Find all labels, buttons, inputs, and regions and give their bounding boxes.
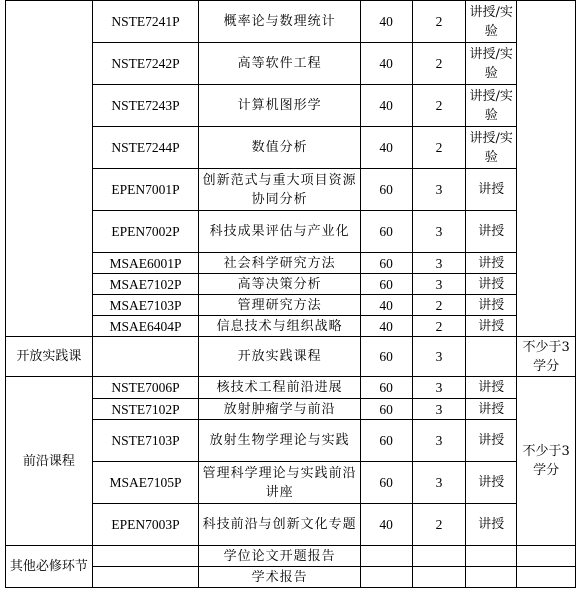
course-credits: 2 xyxy=(412,316,466,337)
course-credits: 2 xyxy=(412,127,466,169)
course-name: 核技术工程前沿进展 xyxy=(199,377,360,399)
course-code: NSTE7103P xyxy=(92,420,199,462)
table-row-practice xyxy=(6,337,576,377)
course-code: NSTE7102P xyxy=(92,399,199,420)
course-hours: 40 xyxy=(360,85,412,127)
course-name: 社会科学研究方法 xyxy=(199,253,360,274)
course-hours: 40 xyxy=(360,127,412,169)
empty-cell xyxy=(360,567,412,588)
course-method: 讲授 xyxy=(466,211,517,253)
course-name: 高等决策分析 xyxy=(199,274,360,295)
course-credits: 3 xyxy=(412,420,466,462)
category-practice: 开放实践课 xyxy=(6,337,93,377)
empty-cell xyxy=(360,546,412,567)
category-frontier: 前沿课程 xyxy=(6,377,93,546)
course-credits: 3 xyxy=(412,253,466,274)
course-name: 创新范式与重大项目资源协同分析 xyxy=(199,169,360,211)
course-code: MSAE7102P xyxy=(92,274,199,295)
course-credits: 2 xyxy=(412,85,466,127)
course-code: MSAE6404P xyxy=(92,316,199,337)
course-code: NSTE7243P xyxy=(92,85,199,127)
course-hours: 60 xyxy=(360,420,412,462)
course-name: 概率论与数理统计 xyxy=(199,1,360,43)
course-name: 信息技术与组织战略 xyxy=(199,316,360,337)
course-code-empty xyxy=(92,546,199,567)
course-code: EPEN7003P xyxy=(92,504,199,546)
course-method: 讲授/实验 xyxy=(466,1,517,43)
course-credits: 3 xyxy=(412,274,466,295)
course-hours: 40 xyxy=(360,316,412,337)
credit-requirement-note: 不少于3学分 xyxy=(517,337,576,377)
course-name: 放射生物学理论与实践 xyxy=(199,420,360,462)
course-credits: 2 xyxy=(412,43,466,85)
course-code: MSAE7103P xyxy=(92,295,199,316)
category-other: 其他必修环节 xyxy=(6,546,93,588)
course-method: 讲授 xyxy=(466,274,517,295)
course-method: 讲授 xyxy=(466,377,517,399)
course-name: 高等软件工程 xyxy=(199,43,360,85)
course-hours: 60 xyxy=(360,169,412,211)
course-name: 数值分析 xyxy=(199,127,360,169)
course-code: EPEN7002P xyxy=(92,211,199,253)
table-row-other xyxy=(6,546,576,567)
course-credits: 2 xyxy=(412,1,466,43)
course-hours: 60 xyxy=(360,462,412,504)
course-credits: 3 xyxy=(412,337,466,377)
empty-cell xyxy=(466,567,517,588)
course-code: NSTE7242P xyxy=(92,43,199,85)
course-credits: 2 xyxy=(412,295,466,316)
empty-cell xyxy=(466,546,517,567)
course-name: 管理科学理论与实践前沿讲座 xyxy=(199,462,360,504)
course-code: MSAE6001P xyxy=(92,253,199,274)
course-method: 讲授 xyxy=(466,316,517,337)
course-method: 讲授 xyxy=(466,420,517,462)
course-credits: 3 xyxy=(412,377,466,399)
course-method-empty xyxy=(466,337,517,377)
course-method: 讲授 xyxy=(466,253,517,274)
course-method: 讲授 xyxy=(466,399,517,420)
course-method: 讲授/实验 xyxy=(466,127,517,169)
course-hours: 60 xyxy=(360,211,412,253)
course-code: EPEN7001P xyxy=(92,169,199,211)
course-hours: 60 xyxy=(360,337,412,377)
required-item: 学术报告 xyxy=(199,567,360,588)
credit-requirement-note: 不少于3学分 xyxy=(517,377,576,546)
required-item: 学位论文开题报告 xyxy=(199,546,360,567)
course-credits: 3 xyxy=(412,169,466,211)
course-method: 讲授/实验 xyxy=(466,85,517,127)
course-hours: 60 xyxy=(360,399,412,420)
table-row xyxy=(6,1,576,43)
course-name: 计算机图形学 xyxy=(199,85,360,127)
course-credits: 3 xyxy=(412,399,466,420)
empty-cell xyxy=(412,546,466,567)
course-code-empty xyxy=(92,567,199,588)
course-name: 放射肿瘤学与前沿 xyxy=(199,399,360,420)
category-cell-empty xyxy=(6,1,93,337)
course-code: NSTE7241P xyxy=(92,1,199,43)
course-credits: 3 xyxy=(412,211,466,253)
course-name: 科技成果评估与产业化 xyxy=(199,211,360,253)
course-hours: 60 xyxy=(360,253,412,274)
course-method: 讲授 xyxy=(466,295,517,316)
course-method: 讲授 xyxy=(466,504,517,546)
course-code: NSTE7244P xyxy=(92,127,199,169)
course-name: 管理研究方法 xyxy=(199,295,360,316)
course-credits: 2 xyxy=(412,504,466,546)
course-hours: 40 xyxy=(360,295,412,316)
course-method: 讲授 xyxy=(466,462,517,504)
course-table xyxy=(5,0,576,588)
table-row xyxy=(6,377,576,399)
empty-cell xyxy=(517,546,576,567)
course-credits: 3 xyxy=(412,462,466,504)
course-code-empty xyxy=(92,337,199,377)
course-hours: 40 xyxy=(360,504,412,546)
course-hours: 40 xyxy=(360,43,412,85)
empty-cell xyxy=(517,567,576,588)
course-hours: 60 xyxy=(360,274,412,295)
empty-cell xyxy=(412,567,466,588)
course-name: 开放实践课程 xyxy=(199,337,360,377)
course-hours: 60 xyxy=(360,377,412,399)
course-method: 讲授 xyxy=(466,169,517,211)
course-hours: 40 xyxy=(360,1,412,43)
course-code: NSTE7006P xyxy=(92,377,199,399)
note-cell-empty xyxy=(517,1,576,337)
course-name: 科技前沿与创新文化专题 xyxy=(199,504,360,546)
course-method: 讲授/实验 xyxy=(466,43,517,85)
course-code: MSAE7105P xyxy=(92,462,199,504)
